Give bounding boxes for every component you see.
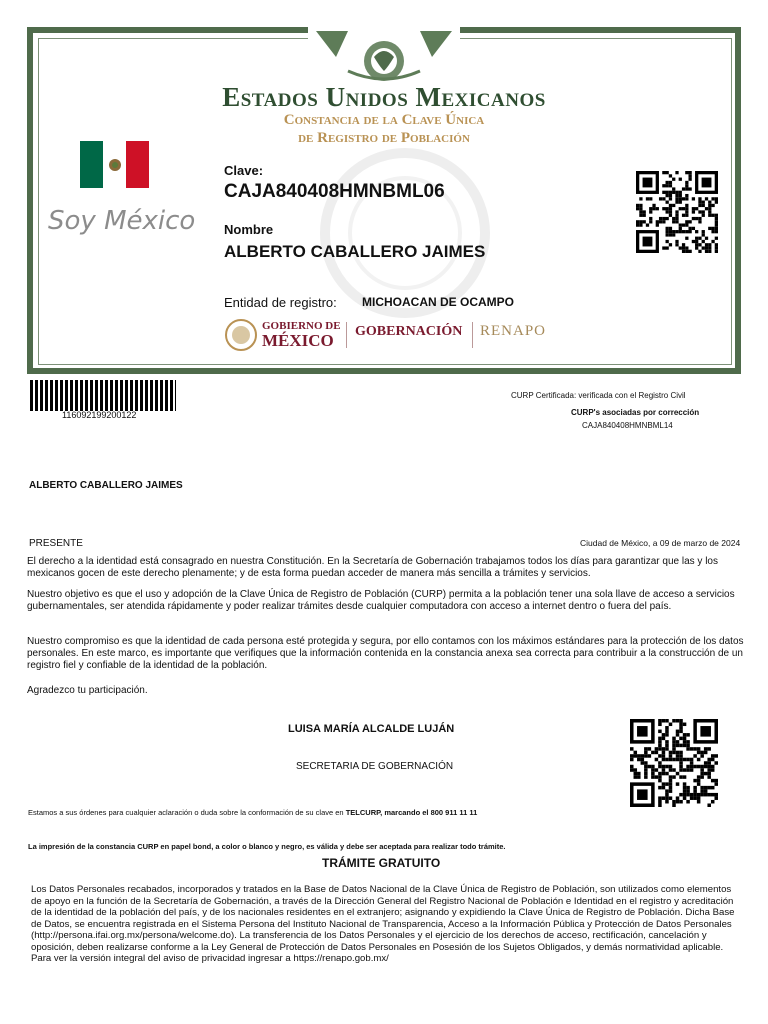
renapo-logo: RENAPO — [480, 323, 547, 339]
document-subtitle-1: Constancia de la Clave Única — [283, 112, 485, 128]
page-title: Estados Unidos Mexicanos — [222, 82, 546, 112]
logo-divider — [346, 322, 347, 348]
recipient-name: ALBERTO CABALLERO JAIMES — [29, 480, 183, 491]
letter-paragraph: El derecho a la identidad está consagrado en nuestra Constitución. En la Secretaría de Gobernación trabajamos todos los días para garantizar que las y los mexicanos gocen de este derecho plenamente; y de esta forma puedan acceder de manera más sencilla a trámites y servicios. — [27, 556, 718, 579]
nombre-label: Nombre — [224, 222, 274, 237]
letter-date: Ciudad de México, a 09 de marzo de 2024 — [580, 538, 741, 548]
letter-paragraph: Nuestro objetivo es que el uso y adopción de la Clave Única de Registro de Población (CURP) permita a la población tener una sola llave de acceso a servicios gubernamentales, ser atendida rápidamente y poder realizar trámites desde cualquier computadora con acceso a internet dentro o fuera del país. — [27, 589, 735, 612]
presente-label: PRESENTE — [29, 538, 83, 549]
barcode-icon — [30, 380, 176, 411]
barcode-number: 116092199200122 — [62, 410, 137, 420]
gobierno-logo-line2: MÉXICO — [262, 331, 334, 350]
mexican-flag-icon — [80, 141, 149, 188]
signatory-name: LUISA MARÍA ALCALDE LUJÁN — [288, 723, 455, 735]
clave-label: Clave: — [224, 163, 264, 178]
signatory-title: SECRETARIA DE GOBERNACIÓN — [296, 761, 454, 772]
associated-curp-value: CAJA840408HMNBML14 — [582, 421, 673, 430]
contact-note — [28, 808, 477, 817]
associated-curps-label: CURP's asociadas por corrección — [571, 408, 700, 417]
telcurp-number: TELCURP, marcando el 800 911 11 11 — [345, 808, 478, 817]
government-seal-icon — [224, 318, 258, 352]
soy-mexico-label: Soy México — [48, 206, 196, 236]
contact-text: Estamos a sus órdenes para cualquier aclaración o duda sobre la conformación de su clave en — [28, 808, 344, 817]
gobierno-logo-line1: GOBIERNO DE — [262, 320, 341, 332]
logo-divider — [472, 322, 473, 348]
entidad-label: Entidad de registro: — [224, 295, 337, 310]
printing-validity-note: La impresión de la constancia CURP en papel bond, a color o blanco y negro, es válida y debe ser aceptada para realizar todo trámite. — [28, 842, 506, 851]
curp-certified-status: CURP Certificada: verificada con el Registro Civil — [511, 391, 686, 400]
privacy-notice: Los Datos Personales recabados, incorporados y tratados en la Base de Datos Nacional de la Clave Única de Registro de Población, son utilizados como elementos de apoyo en la función de la Secretaría de Gobernación, a través de la Dirección General del Registro Nacional de Población e Identidad en el registro y acreditación de la identidad de la población del país, y de los nacionales residentes en el extranjero; asignando y expidiendo la Clave Única de Registro de Población. Dicha Base de Datos, se encuentra registrada en el Sistema Persona del Instituto Nacional de Transparencia, Acceso a la Información Pública y Protección de Datos Personales (http://persona.ifai.org.mx/persona/welcome.do). La transferencia de los Datos Personales y el ejercicio de los derechos de acceso, rectificación, cancelación y oposición, deben realizarse conforme a la Ley General de Protección de Datos Personales en Posesión de los Sujetos Obligados, y demás normatividad aplicable. Para ver la versión integral del aviso de privacidad ingresar a https://renapo.gob.mx/ — [31, 884, 735, 964]
clave-value: CAJA840408HMNBML06 — [224, 181, 445, 202]
letter-paragraph: Nuestro compromiso es que la identidad de cada persona esté protegida y segura, por ello contamos con los máximos estándares para la protección de los datos personales. En este marco, es importante que verifiques que la información contenida en la constancia anexa sea correcta para contribuir a la construcción de un registro fiel y confiable de la identidad de la población. — [27, 636, 744, 671]
free-procedure-heading: TRÁMITE GRATUITO — [322, 856, 441, 870]
qr-code-icon — [630, 718, 718, 808]
watermark-seal-icon — [320, 148, 490, 318]
qr-code-icon — [636, 171, 718, 253]
gobernacion-logo: GOBERNACIÓN — [355, 324, 463, 339]
nombre-value: ALBERTO CABALLERO JAIMES — [224, 242, 486, 261]
letter-paragraph: Agradezco tu participación. — [27, 685, 148, 696]
eagle-emblem-icon — [308, 27, 460, 85]
entidad-value: MICHOACAN DE OCAMPO — [362, 295, 514, 309]
document-subtitle-2: de Registro de Población — [298, 130, 470, 146]
